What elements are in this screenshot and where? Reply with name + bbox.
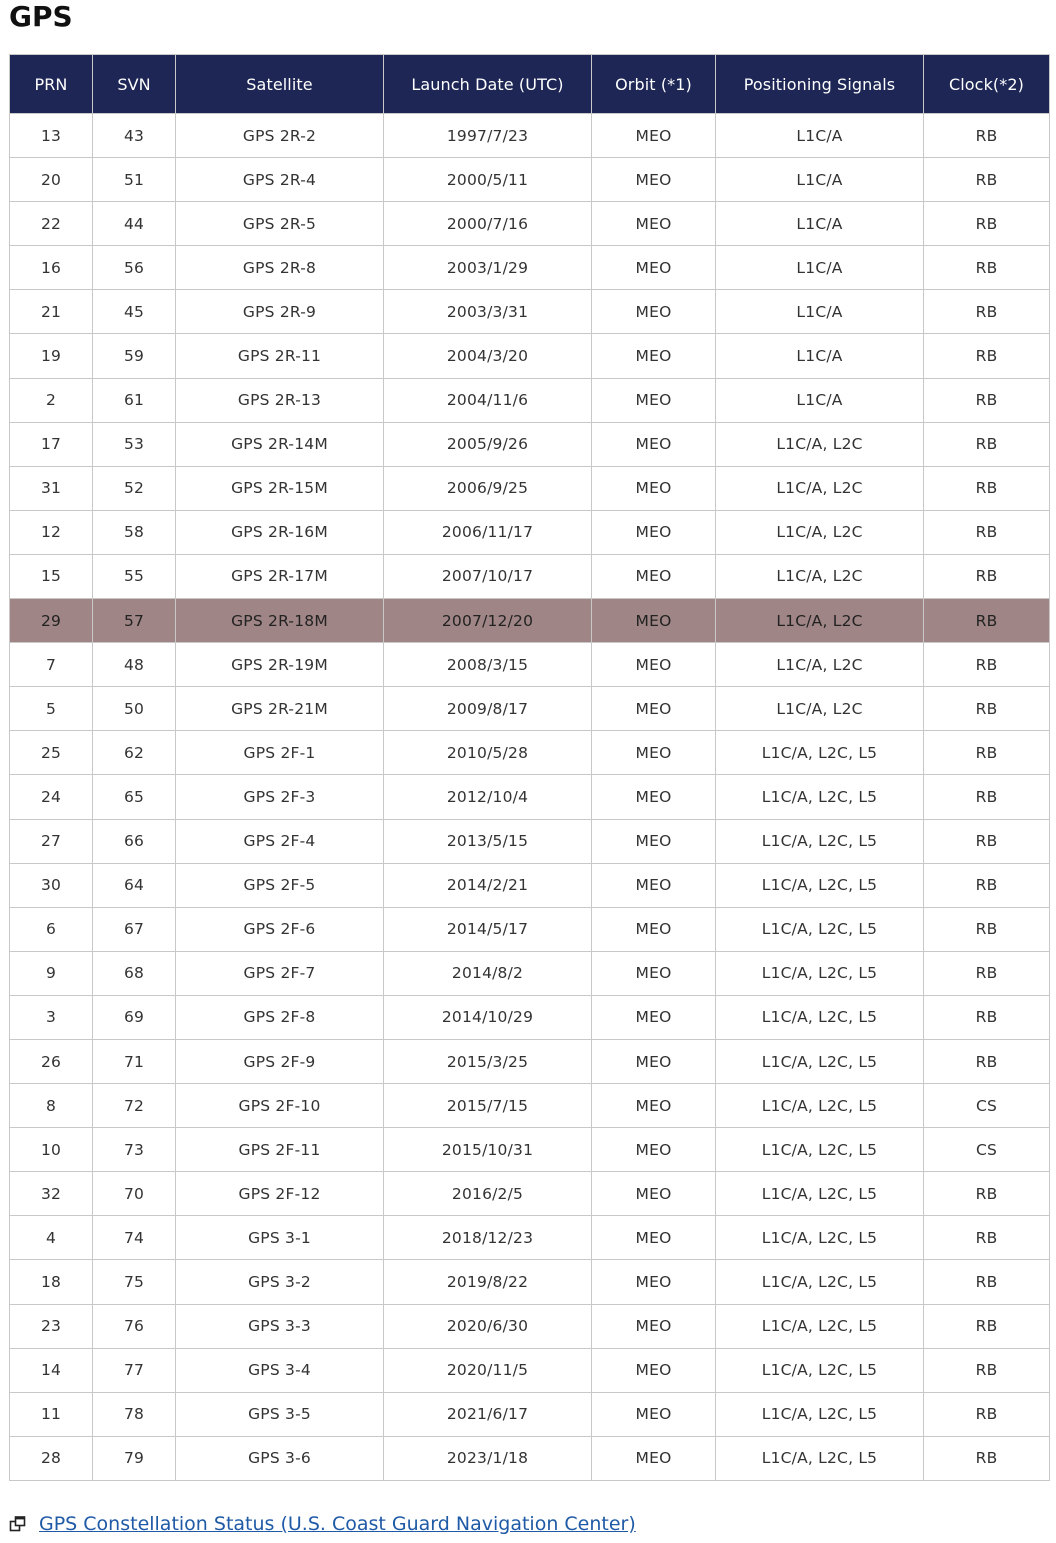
table-cell: GPS 2F-10 bbox=[176, 1084, 384, 1128]
table-cell: L1C/A, L2C, L5 bbox=[716, 819, 924, 863]
table-cell: 2012/10/4 bbox=[384, 775, 592, 819]
table-cell: RB bbox=[924, 1039, 1050, 1083]
table-row bbox=[10, 775, 1050, 819]
table-cell: 61 bbox=[93, 378, 176, 422]
table-cell: 76 bbox=[93, 1304, 176, 1348]
table-row bbox=[10, 1392, 1050, 1436]
table-cell: GPS 2R-8 bbox=[176, 246, 384, 290]
table-cell: 65 bbox=[93, 775, 176, 819]
table-cell: 12 bbox=[10, 510, 93, 554]
table-cell: GPS 2F-7 bbox=[176, 951, 384, 995]
column-header: Clock(*2) bbox=[924, 55, 1050, 114]
table-cell: 2020/6/30 bbox=[384, 1304, 592, 1348]
table-cell: 56 bbox=[93, 246, 176, 290]
table-cell: MEO bbox=[592, 731, 716, 775]
table-cell: 66 bbox=[93, 819, 176, 863]
table-cell: GPS 2F-1 bbox=[176, 731, 384, 775]
table-cell: RB bbox=[924, 819, 1050, 863]
table-cell: GPS 3-3 bbox=[176, 1304, 384, 1348]
column-header: Satellite bbox=[176, 55, 384, 114]
table-cell: L1C/A bbox=[716, 114, 924, 158]
table-cell: RB bbox=[924, 378, 1050, 422]
table-cell: 2003/3/31 bbox=[384, 290, 592, 334]
table-row bbox=[10, 290, 1050, 334]
table-cell: 75 bbox=[93, 1260, 176, 1304]
table-cell: 2021/6/17 bbox=[384, 1392, 592, 1436]
table-cell: 2007/10/17 bbox=[384, 554, 592, 598]
table-cell: RB bbox=[924, 246, 1050, 290]
table-cell: MEO bbox=[592, 1348, 716, 1392]
table-cell: 2004/3/20 bbox=[384, 334, 592, 378]
table-cell: L1C/A bbox=[716, 290, 924, 334]
table-row bbox=[10, 334, 1050, 378]
table-cell: 11 bbox=[10, 1392, 93, 1436]
table-cell: 59 bbox=[93, 334, 176, 378]
table-body bbox=[10, 114, 1050, 1481]
table-cell: GPS 2F-9 bbox=[176, 1039, 384, 1083]
table-cell: 2014/2/21 bbox=[384, 863, 592, 907]
table-cell: 70 bbox=[93, 1172, 176, 1216]
table-cell: 52 bbox=[93, 466, 176, 510]
table-cell: MEO bbox=[592, 863, 716, 907]
table-cell: 21 bbox=[10, 290, 93, 334]
table-cell: 2015/10/31 bbox=[384, 1128, 592, 1172]
table-cell: 25 bbox=[10, 731, 93, 775]
column-header: SVN bbox=[93, 55, 176, 114]
table-cell: L1C/A, L2C, L5 bbox=[716, 775, 924, 819]
table-cell: RB bbox=[924, 863, 1050, 907]
table-cell: GPS 3-1 bbox=[176, 1216, 384, 1260]
table-row bbox=[10, 687, 1050, 731]
table-row bbox=[10, 158, 1050, 202]
table-cell: L1C/A, L2C bbox=[716, 599, 924, 643]
table-cell: MEO bbox=[592, 1172, 716, 1216]
table-row bbox=[10, 114, 1050, 158]
table-cell: 74 bbox=[93, 1216, 176, 1260]
table-cell: MEO bbox=[592, 202, 716, 246]
table-cell: L1C/A bbox=[716, 202, 924, 246]
table-cell: L1C/A, L2C bbox=[716, 510, 924, 554]
table-row bbox=[10, 466, 1050, 510]
table-cell: 1997/7/23 bbox=[384, 114, 592, 158]
table-cell: 2004/11/6 bbox=[384, 378, 592, 422]
table-cell: L1C/A, L2C, L5 bbox=[716, 1039, 924, 1083]
table-cell: MEO bbox=[592, 290, 716, 334]
table-cell: RB bbox=[924, 1348, 1050, 1392]
table-cell: MEO bbox=[592, 1392, 716, 1436]
table-cell: MEO bbox=[592, 114, 716, 158]
table-cell: RB bbox=[924, 158, 1050, 202]
table-cell: 55 bbox=[93, 554, 176, 598]
table-cell: RB bbox=[924, 951, 1050, 995]
table-cell: RB bbox=[924, 422, 1050, 466]
table-cell: 30 bbox=[10, 863, 93, 907]
column-header: Orbit (*1) bbox=[592, 55, 716, 114]
table-cell: GPS 3-4 bbox=[176, 1348, 384, 1392]
table-cell: 5 bbox=[10, 687, 93, 731]
table-cell: 2019/8/22 bbox=[384, 1260, 592, 1304]
table-cell: L1C/A, L2C, L5 bbox=[716, 951, 924, 995]
table-cell: 20 bbox=[10, 158, 93, 202]
table-row bbox=[10, 819, 1050, 863]
satellite-table bbox=[9, 54, 1050, 1481]
table-cell: L1C/A, L2C, L5 bbox=[716, 863, 924, 907]
table-cell: RB bbox=[924, 1172, 1050, 1216]
table-row bbox=[10, 246, 1050, 290]
table-row bbox=[10, 378, 1050, 422]
table-cell: GPS 2F-8 bbox=[176, 995, 384, 1039]
table-cell: L1C/A, L2C, L5 bbox=[716, 1304, 924, 1348]
table-cell: 2013/5/15 bbox=[384, 819, 592, 863]
table-cell: GPS 2F-4 bbox=[176, 819, 384, 863]
table-cell: 2010/5/28 bbox=[384, 731, 592, 775]
table-cell: GPS 2F-5 bbox=[176, 863, 384, 907]
table-cell: GPS 2R-11 bbox=[176, 334, 384, 378]
table-cell: RB bbox=[924, 202, 1050, 246]
table-row bbox=[10, 643, 1050, 687]
table-cell: MEO bbox=[592, 1436, 716, 1480]
table-cell: RB bbox=[924, 907, 1050, 951]
table-cell: L1C/A, L2C, L5 bbox=[716, 1436, 924, 1480]
table-cell: GPS 2R-14M bbox=[176, 422, 384, 466]
table-cell: RB bbox=[924, 687, 1050, 731]
table-row bbox=[10, 1436, 1050, 1480]
table-row bbox=[10, 202, 1050, 246]
table-cell: GPS 2R-9 bbox=[176, 290, 384, 334]
table-cell: 79 bbox=[93, 1436, 176, 1480]
table-cell: RB bbox=[924, 114, 1050, 158]
page-title: GPS bbox=[9, 0, 73, 33]
table-cell: MEO bbox=[592, 907, 716, 951]
table-row bbox=[10, 554, 1050, 598]
table-cell: RB bbox=[924, 554, 1050, 598]
table-cell: 24 bbox=[10, 775, 93, 819]
table-cell: CS bbox=[924, 1128, 1050, 1172]
table-cell: 2014/8/2 bbox=[384, 951, 592, 995]
table-cell: MEO bbox=[592, 951, 716, 995]
table-cell: 29 bbox=[10, 599, 93, 643]
table-cell: MEO bbox=[592, 687, 716, 731]
table-cell: MEO bbox=[592, 1128, 716, 1172]
table-cell: RB bbox=[924, 1260, 1050, 1304]
table-row bbox=[10, 1216, 1050, 1260]
table-row bbox=[10, 422, 1050, 466]
table-row bbox=[10, 1260, 1050, 1304]
table-cell: 15 bbox=[10, 554, 93, 598]
table-cell: MEO bbox=[592, 422, 716, 466]
table-cell: 72 bbox=[93, 1084, 176, 1128]
table-cell: MEO bbox=[592, 554, 716, 598]
table-cell: 28 bbox=[10, 1436, 93, 1480]
table-cell: GPS 2R-18M bbox=[176, 599, 384, 643]
table-cell: L1C/A, L2C bbox=[716, 422, 924, 466]
table-cell: RB bbox=[924, 334, 1050, 378]
table-cell: L1C/A, L2C, L5 bbox=[716, 1392, 924, 1436]
table-cell: 22 bbox=[10, 202, 93, 246]
table-cell: 13 bbox=[10, 114, 93, 158]
table-cell: L1C/A bbox=[716, 378, 924, 422]
table-row bbox=[10, 907, 1050, 951]
table-cell: GPS 2F-12 bbox=[176, 1172, 384, 1216]
table-row bbox=[10, 1172, 1050, 1216]
table-cell: RB bbox=[924, 1216, 1050, 1260]
table-cell: 71 bbox=[93, 1039, 176, 1083]
table-cell: GPS 2F-3 bbox=[176, 775, 384, 819]
table-cell: 4 bbox=[10, 1216, 93, 1260]
table-cell: 8 bbox=[10, 1084, 93, 1128]
table-cell: MEO bbox=[592, 378, 716, 422]
table-cell: L1C/A bbox=[716, 334, 924, 378]
table-cell: L1C/A, L2C, L5 bbox=[716, 731, 924, 775]
table-cell: RB bbox=[924, 643, 1050, 687]
table-cell: 2020/11/5 bbox=[384, 1348, 592, 1392]
table-cell: 16 bbox=[10, 246, 93, 290]
table-cell: 44 bbox=[93, 202, 176, 246]
table-cell: L1C/A, L2C, L5 bbox=[716, 1348, 924, 1392]
table-cell: 2007/12/20 bbox=[384, 599, 592, 643]
table-row bbox=[10, 599, 1050, 643]
table-cell: GPS 2R-21M bbox=[176, 687, 384, 731]
table-cell: 27 bbox=[10, 819, 93, 863]
table-row bbox=[10, 995, 1050, 1039]
table-cell: GPS 2R-19M bbox=[176, 643, 384, 687]
table-cell: GPS 2R-4 bbox=[176, 158, 384, 202]
table-cell: GPS 2R-15M bbox=[176, 466, 384, 510]
table-cell: 77 bbox=[93, 1348, 176, 1392]
table-cell: L1C/A, L2C, L5 bbox=[716, 1084, 924, 1128]
table-cell: 2014/10/29 bbox=[384, 995, 592, 1039]
table-cell: RB bbox=[924, 466, 1050, 510]
table-cell: MEO bbox=[592, 1260, 716, 1304]
table-cell: 2006/11/17 bbox=[384, 510, 592, 554]
table-row bbox=[10, 863, 1050, 907]
table-cell: GPS 2R-13 bbox=[176, 378, 384, 422]
table-cell: L1C/A, L2C, L5 bbox=[716, 907, 924, 951]
table-cell: L1C/A bbox=[716, 158, 924, 202]
table-cell: 31 bbox=[10, 466, 93, 510]
table-cell: 68 bbox=[93, 951, 176, 995]
table-cell: L1C/A, L2C bbox=[716, 554, 924, 598]
table-cell: GPS 2R-2 bbox=[176, 114, 384, 158]
table-cell: 58 bbox=[93, 510, 176, 554]
table-cell: GPS 2F-6 bbox=[176, 907, 384, 951]
table-cell: 2003/1/29 bbox=[384, 246, 592, 290]
table-cell: L1C/A, L2C bbox=[716, 687, 924, 731]
table-cell: 2 bbox=[10, 378, 93, 422]
table-cell: GPS 2R-17M bbox=[176, 554, 384, 598]
table-cell: L1C/A, L2C, L5 bbox=[716, 1216, 924, 1260]
table-cell: RB bbox=[924, 775, 1050, 819]
table-cell: CS bbox=[924, 1084, 1050, 1128]
table-cell: 78 bbox=[93, 1392, 176, 1436]
table-cell: 7 bbox=[10, 643, 93, 687]
table-cell: 2023/1/18 bbox=[384, 1436, 592, 1480]
table-cell: RB bbox=[924, 290, 1050, 334]
table-cell: 2015/7/15 bbox=[384, 1084, 592, 1128]
table-cell: MEO bbox=[592, 1084, 716, 1128]
table-row bbox=[10, 1304, 1050, 1348]
table-cell: MEO bbox=[592, 995, 716, 1039]
table-cell: 48 bbox=[93, 643, 176, 687]
table-cell: 2018/12/23 bbox=[384, 1216, 592, 1260]
table-cell: 73 bbox=[93, 1128, 176, 1172]
footer-link-row bbox=[9, 1513, 636, 1535]
table-cell: MEO bbox=[592, 246, 716, 290]
table-row bbox=[10, 731, 1050, 775]
table-cell: MEO bbox=[592, 1304, 716, 1348]
table-cell: L1C/A, L2C, L5 bbox=[716, 1260, 924, 1304]
table-cell: MEO bbox=[592, 599, 716, 643]
table-row bbox=[10, 1039, 1050, 1083]
table-cell: 17 bbox=[10, 422, 93, 466]
table-cell: GPS 2R-16M bbox=[176, 510, 384, 554]
table-cell: MEO bbox=[592, 1216, 716, 1260]
table-cell: 69 bbox=[93, 995, 176, 1039]
table-cell: 64 bbox=[93, 863, 176, 907]
table-cell: MEO bbox=[592, 643, 716, 687]
table-cell: RB bbox=[924, 510, 1050, 554]
external-link-icon bbox=[9, 1515, 27, 1533]
table-cell: MEO bbox=[592, 510, 716, 554]
table-cell: 2008/3/15 bbox=[384, 643, 592, 687]
table-cell: 67 bbox=[93, 907, 176, 951]
table-row bbox=[10, 951, 1050, 995]
table-cell: GPS 2R-5 bbox=[176, 202, 384, 246]
table-cell: GPS 3-2 bbox=[176, 1260, 384, 1304]
table-cell: MEO bbox=[592, 334, 716, 378]
table-cell: 9 bbox=[10, 951, 93, 995]
table-cell: L1C/A, L2C, L5 bbox=[716, 995, 924, 1039]
table-row bbox=[10, 1084, 1050, 1128]
table-cell: 50 bbox=[93, 687, 176, 731]
table-cell: 2016/2/5 bbox=[384, 1172, 592, 1216]
table-cell: 10 bbox=[10, 1128, 93, 1172]
table-cell: L1C/A bbox=[716, 246, 924, 290]
table-row bbox=[10, 1128, 1050, 1172]
table-cell: 23 bbox=[10, 1304, 93, 1348]
table-cell: RB bbox=[924, 599, 1050, 643]
table-cell: MEO bbox=[592, 158, 716, 202]
column-header: Positioning Signals bbox=[716, 55, 924, 114]
table-cell: L1C/A, L2C bbox=[716, 643, 924, 687]
table-cell: L1C/A, L2C, L5 bbox=[716, 1128, 924, 1172]
table-cell: 6 bbox=[10, 907, 93, 951]
table-cell: MEO bbox=[592, 819, 716, 863]
table-cell: GPS 3-5 bbox=[176, 1392, 384, 1436]
table-cell: RB bbox=[924, 731, 1050, 775]
table-cell: RB bbox=[924, 1304, 1050, 1348]
table-cell: 57 bbox=[93, 599, 176, 643]
table-row bbox=[10, 510, 1050, 554]
table-cell: 18 bbox=[10, 1260, 93, 1304]
table-cell: 3 bbox=[10, 995, 93, 1039]
table-cell: RB bbox=[924, 1436, 1050, 1480]
table-cell: L1C/A, L2C bbox=[716, 466, 924, 510]
column-header: Launch Date (UTC) bbox=[384, 55, 592, 114]
table-cell: 62 bbox=[93, 731, 176, 775]
table-cell: 2005/9/26 bbox=[384, 422, 592, 466]
table-row bbox=[10, 1348, 1050, 1392]
table-cell: GPS 2F-11 bbox=[176, 1128, 384, 1172]
table-cell: GPS 3-6 bbox=[176, 1436, 384, 1480]
table-cell: L1C/A, L2C, L5 bbox=[716, 1172, 924, 1216]
table-header-row bbox=[10, 55, 1050, 114]
column-header: PRN bbox=[10, 55, 93, 114]
table-cell: 51 bbox=[93, 158, 176, 202]
table-cell: 53 bbox=[93, 422, 176, 466]
table-cell: 26 bbox=[10, 1039, 93, 1083]
table-cell: 45 bbox=[93, 290, 176, 334]
table-cell: 2014/5/17 bbox=[384, 907, 592, 951]
table-cell: 19 bbox=[10, 334, 93, 378]
table-cell: MEO bbox=[592, 466, 716, 510]
table-cell: 14 bbox=[10, 1348, 93, 1392]
table-cell: 32 bbox=[10, 1172, 93, 1216]
table-cell: 2000/5/11 bbox=[384, 158, 592, 202]
table-cell: 2006/9/25 bbox=[384, 466, 592, 510]
coast-guard-status-link[interactable]: GPS Constellation Status (U.S. Coast Guard Navigation Center) bbox=[39, 1513, 636, 1535]
table-cell: 43 bbox=[93, 114, 176, 158]
table-cell: RB bbox=[924, 1392, 1050, 1436]
table-cell: 2009/8/17 bbox=[384, 687, 592, 731]
table-cell: MEO bbox=[592, 775, 716, 819]
table-cell: MEO bbox=[592, 1039, 716, 1083]
table-cell: 2015/3/25 bbox=[384, 1039, 592, 1083]
table-cell: 2000/7/16 bbox=[384, 202, 592, 246]
table-cell: RB bbox=[924, 995, 1050, 1039]
